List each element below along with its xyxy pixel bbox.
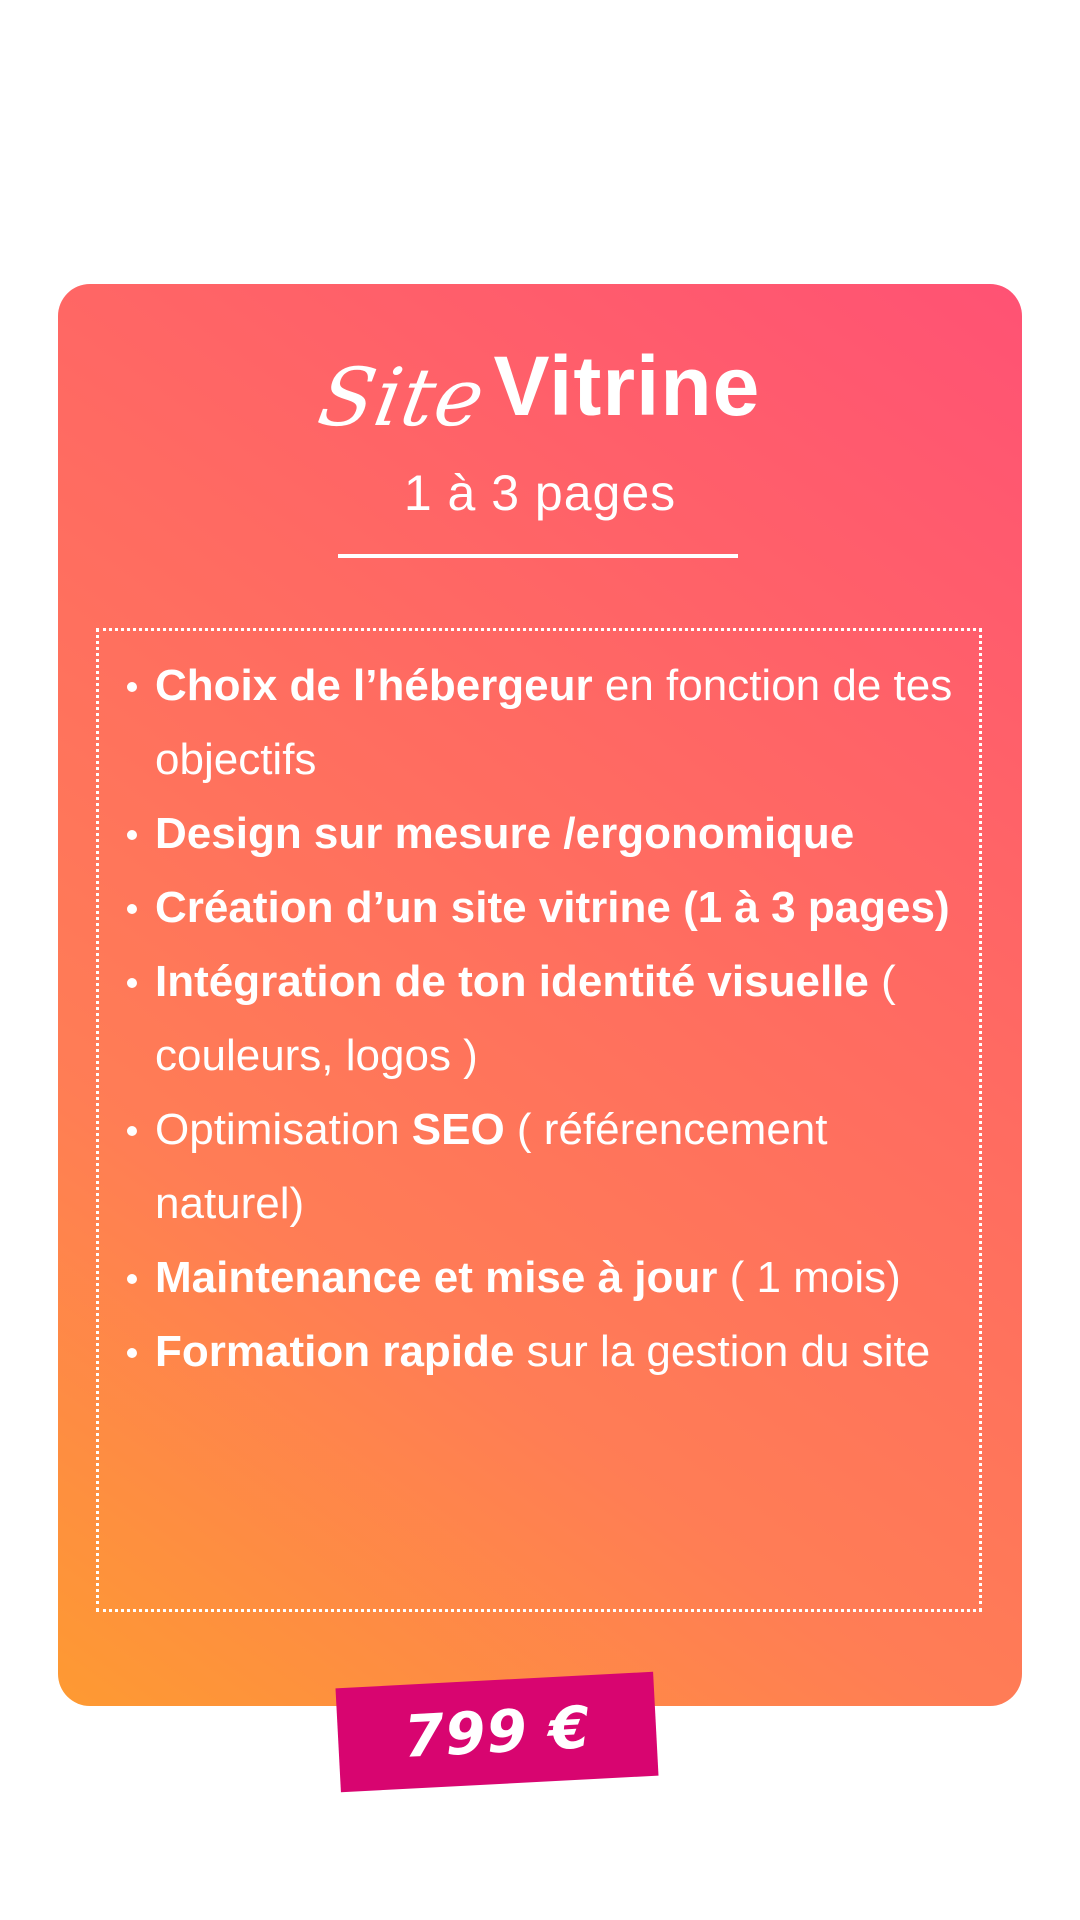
feature-bold: Design sur mesure /ergonomique: [155, 809, 855, 858]
price-label: 799 €: [402, 1693, 592, 1771]
title-divider: [338, 554, 738, 558]
feature-text: en fonction de tes objectifs: [155, 661, 953, 784]
card-title: [58, 339, 1022, 444]
feature-text: ( référencement naturel): [155, 1105, 828, 1228]
title-script: Site: [311, 351, 492, 444]
feature-bold: Création d’un site vitrine (1 à 3 pages): [155, 883, 950, 932]
features-box: [96, 628, 982, 1612]
features-list: [113, 649, 967, 1389]
feature-bold: Choix de l’hébergeur: [155, 661, 593, 710]
pricing-card: [58, 284, 1022, 1706]
feature-item: [113, 1241, 967, 1315]
feature-bold: Maintenance et mise à jour: [155, 1253, 718, 1302]
feature-bold: SEO: [411, 1105, 505, 1154]
feature-item: [113, 797, 967, 871]
feature-item: [113, 871, 967, 945]
feature-bold: Intégration de ton identité visuelle: [155, 957, 869, 1006]
feature-item: [113, 1315, 967, 1389]
price-tag: [335, 1672, 658, 1793]
feature-bold: Formation rapide: [155, 1327, 515, 1376]
feature-text: sur la gestion du site: [514, 1327, 931, 1376]
feature-text: ( 1 mois): [717, 1253, 901, 1302]
feature-prefix: Optimisation: [155, 1105, 412, 1154]
feature-item: [113, 649, 967, 797]
pages-subtitle: 1 à 3 pages: [403, 465, 677, 521]
feature-item: [113, 1093, 967, 1241]
feature-item: [113, 945, 967, 1093]
feature-text: ( couleurs, logos ): [155, 957, 896, 1080]
title-main: Vitrine: [493, 339, 761, 433]
